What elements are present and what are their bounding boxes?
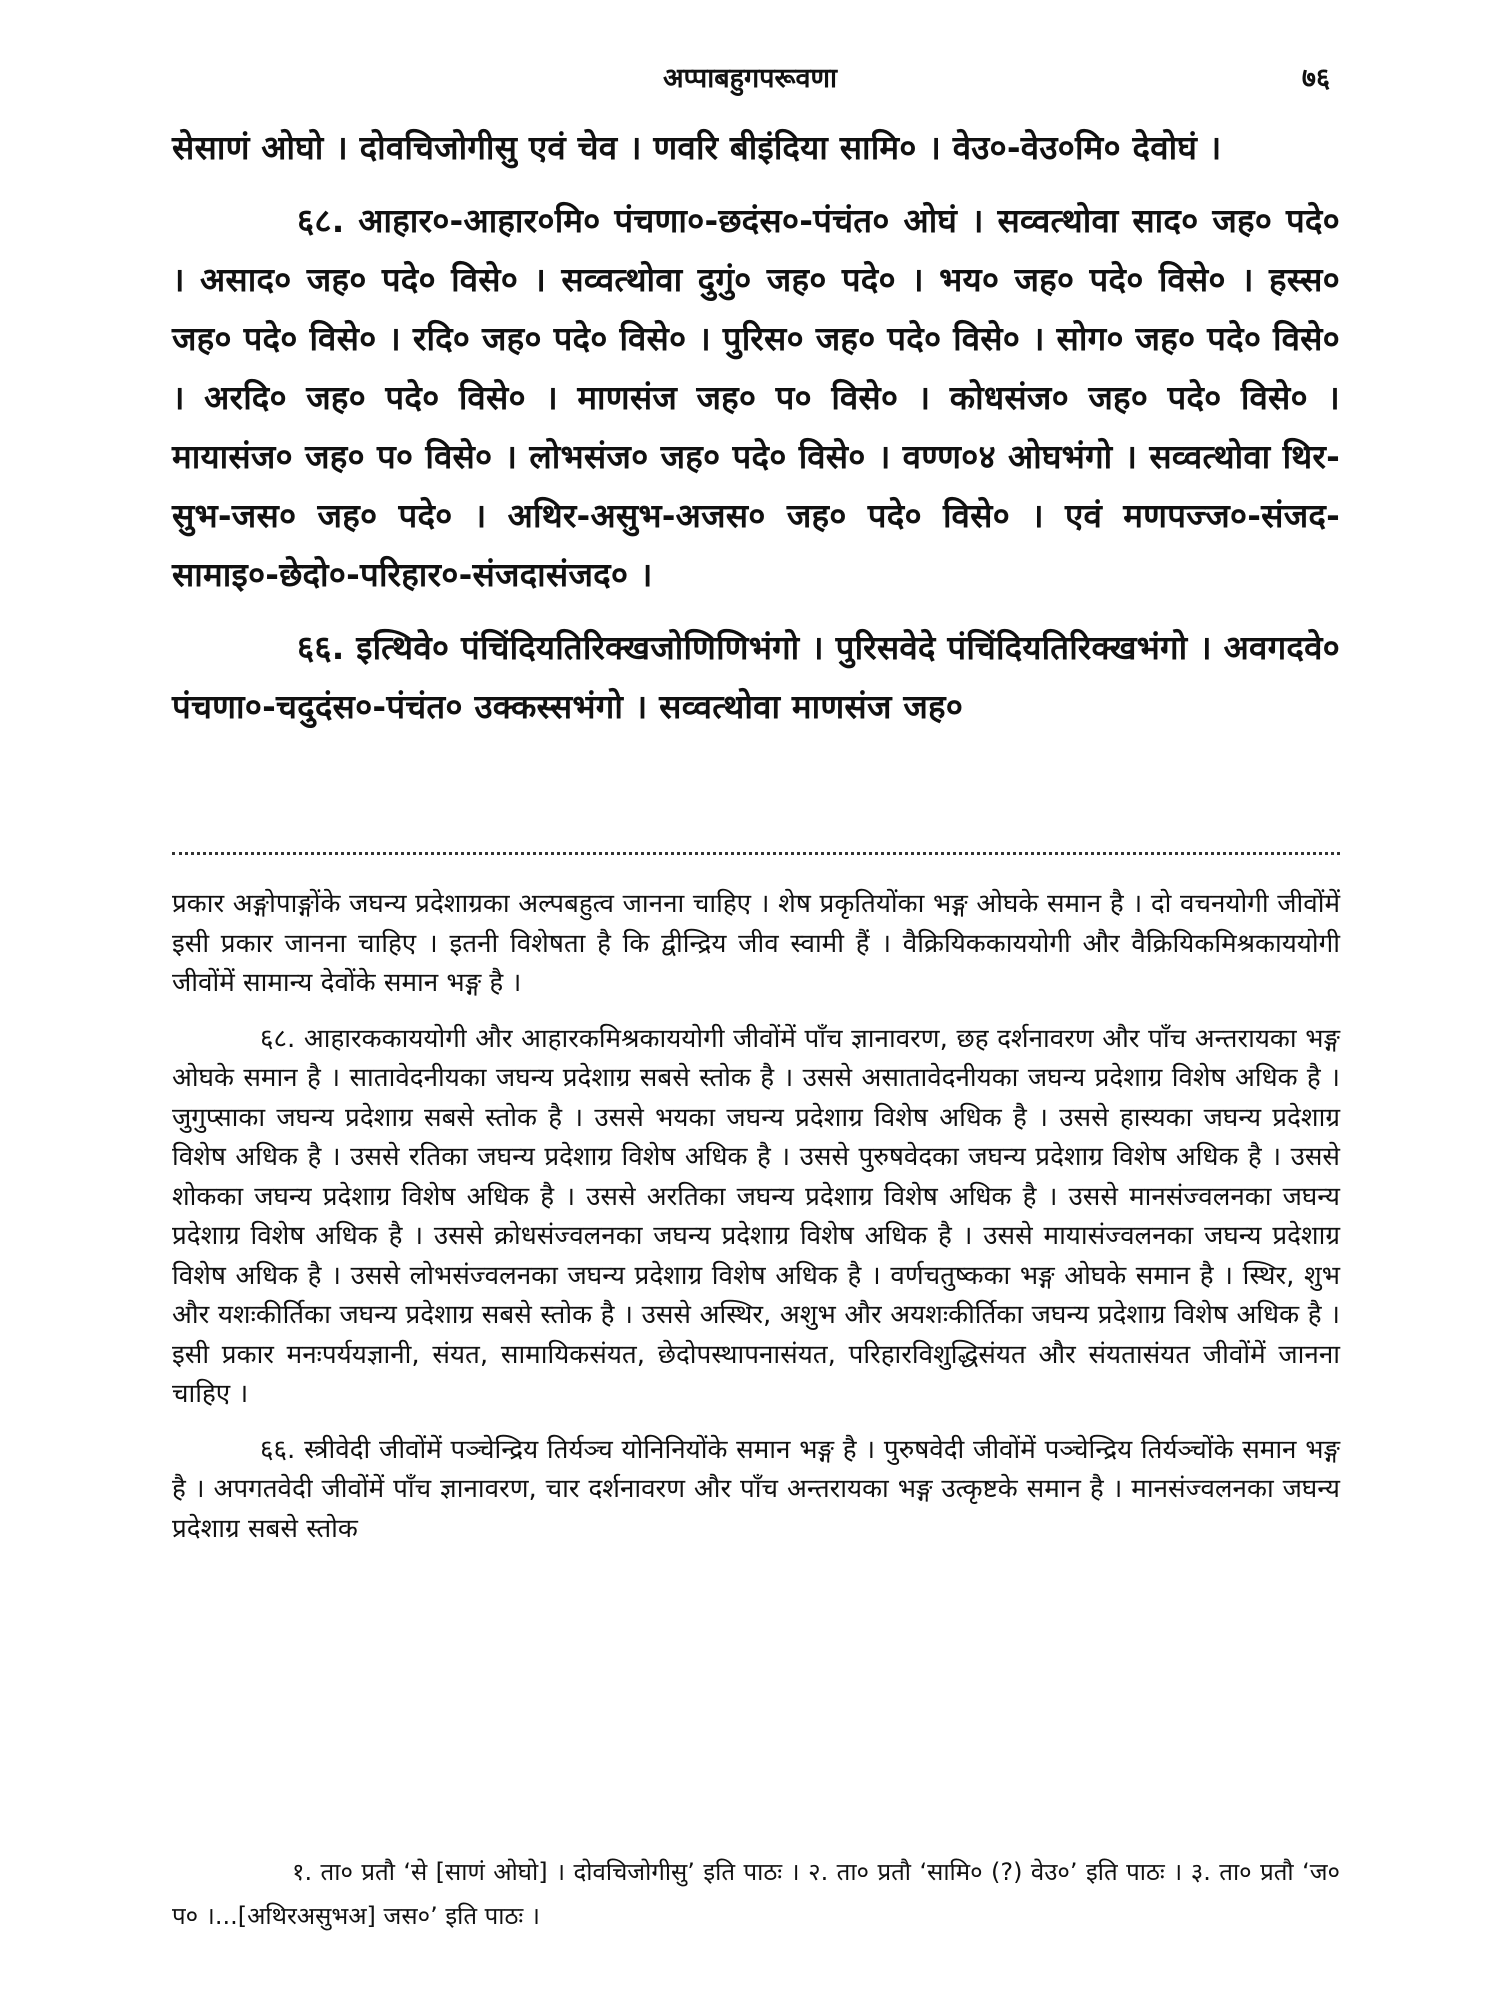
page-header bbox=[170, 58, 1330, 98]
hindi-paragraph-99: ६६. स्त्रीवेदी जीवोंमें पञ्चेन्द्रिय तिर्यञ्च योनिनियोंके समान भङ्ग है । पुरुषवेदी जीवोंमें पञ्चेन्द्रिय तिर्यञ्चोंके समान भङ्ग है । अपगतवेदी जीवोंमें पाँच ज्ञानावरण, चार दर्शनावरण और पाँच अन्तरायका भङ्ग उत्कृष्टके समान है । मानसंज्वलनका जघन्य प्रदेशाग्र सबसे स्तोक bbox=[172, 1434, 1340, 1544]
hindi-paragraph-98: ६८. आहारककाययोगी और आहारकमिश्रकाययोगी जीवोंमें पाँच ज्ञानावरण, छह दर्शनावरण और पाँच अन्तरायका भङ्ग ओघके समान है । सातावेदनीयका जघन्य प्रदेशाग्र सबसे स्तोक है । उससे असातावेदनीयका जघन्य प्रदेशाग्र विशेष अधिक है । जुगुप्साका जघन्य प्रदेशाग्र सबसे स्तोक है । उससे भयका जघन्य प्रदेशाग्र विशेष अधिक है । उससे हास्यका जघन्य प्रदेशाग्र विशेष अधिक है । उससे रतिका जघन्य प्रदेशाग्र विशेष अधिक है । उससे पुरुषवेदका जघन्य प्रदेशाग्र विशेष अधिक है । उससे शोकका जघन्य प्रदेशाग्र विशेष अधिक है । उससे अरतिका जघन्य प्रदेशाग्र विशेष अधिक है । उससे मानसंज्वलनका जघन्य प्रदेशाग्र विशेष अधिक है । उससे क्रोधसंज्वलनका जघन्य प्रदेशाग्र विशेष अधिक है । उससे मायासंज्वलनका जघन्य प्रदेशाग्र विशेष अधिक है । उससे लोभसंज्वलनका जघन्य प्रदेशाग्र विशेष अधिक है । वर्णचतुष्कका भङ्ग ओघके समान है । स्थिर, शुभ और यशःकीर्तिका जघन्य प्रदेशाग्र सबसे स्तोक है । उससे अस्थिर, अशुभ और अयशःकीर्तिका जघन्य प्रदेशाग्र विशेष अधिक है । इसी प्रकार मनःपर्ययज्ञानी, संयत, सामायिकसंयत, छेदोपस्थापनासंयत, परिहारविशुद्धिसंयत और संयतासंयत जीवोंमें जानना चाहिए । bbox=[172, 1023, 1340, 1409]
prakrit-paragraph-99: ६६. इत्थिवे० पंचिंदियतिरिक्खजोणिणिभंगो । पुरिसवेदे पंचिंदियतिरिक्खभंगो । अवगदवे० पंचणा०-चदुदंस०-पंचंत० उक्कस्सभंगो । सव्वत्थोवा माणसंज जह० bbox=[172, 628, 1340, 726]
prakrit-paragraph-98: ६८. आहार०-आहार०मि० पंचणा०-छदंस०-पंचंत० ओघं । सव्वत्थोवा साद० जह० पदे० । असाद० जह० पदे० विसे० । सव्वत्थोवा दुगुं० जह० पदे० । भय० जह० पदे० विसे० । हस्स० जह० पदे० विसे० । रदि० जह० पदे० विसे० । पुरिस० जह० पदे० विसे० । सोग० जह० पदे० विसे० । अरदि० जह० पदे० विसे० । माणसंज जह० प० विसे० । कोधसंज० जह० पदे० विसे० । मायासंज० जह० प० विसे० । लोभसंज० जह० पदे० विसे० । वण्ण०४ ओघभंगो । सव्वत्थोवा थिर-सुभ-जस० जह० पदे० । अथिर-असुभ-अजस० जह० पदे० विसे० । एवं मणपज्ज०-संजद-सामाइ०-छेदो०-परिहार०-संजदासंजद० । bbox=[172, 201, 1341, 594]
hindi-translation-block bbox=[172, 885, 1340, 1549]
footnote-text: १. ता० प्रतौ ‘से [साणं ओघो] । दोवचिजोगीसु’ इति पाठः । २. ता० प्रतौ ‘सामि० (?) वेउ०’ इति पाठः । ३. ता० प्रतौ ‘ज० प० ।...[अथिरअसुभअ] जस०’ इति पाठः । bbox=[172, 1858, 1340, 1930]
prakrit-paragraph-1: सेसाणं ओघो । दोवचिजोगीसु एवं चेव । णवरि बीइंदिया सामि० । वेउ०-वेउ०मि० देवोघं । bbox=[172, 128, 1222, 167]
running-title: अप्पाबहुगपरूवणा bbox=[662, 63, 838, 94]
page-number: ७६ bbox=[1301, 63, 1330, 94]
section-divider bbox=[172, 852, 1340, 855]
footnotes bbox=[172, 1850, 1340, 1938]
hindi-paragraph-1: प्रकार अङ्गोपाङ्गोंके जघन्य प्रदेशाग्रका अल्पबहुत्व जानना चाहिए । शेष प्रकृतियोंका भङ्ग ओघके समान है । दो वचनयोगी जीवोंमें इसी प्रकार जानना चाहिए । इतनी विशेषता है कि द्वीन्द्रिय जीव स्वामी हैं । वैक्रियिककाययोगी और वैक्रियिकमिश्रकाययोगी जीवोंमें सामान्य देवोंके समान भङ्ग है । bbox=[172, 889, 1340, 998]
prakrit-text-block bbox=[172, 118, 1340, 736]
